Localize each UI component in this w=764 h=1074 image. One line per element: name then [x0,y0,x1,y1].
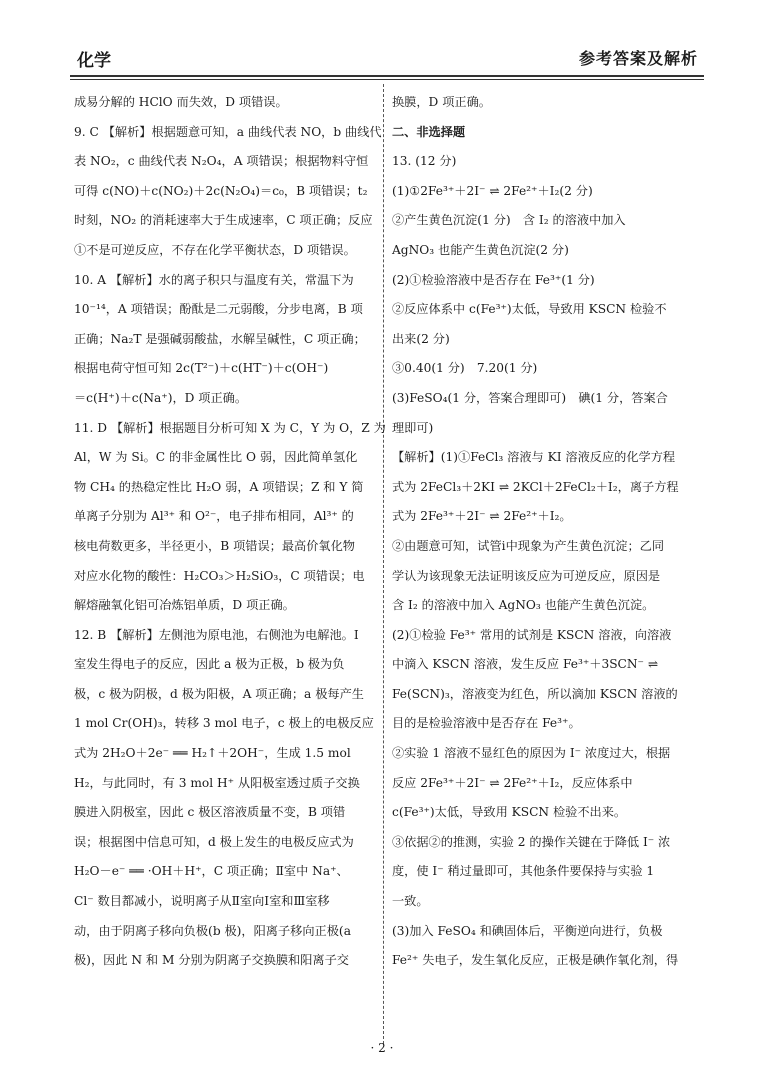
text-line: 时刻，NO₂ 的消耗速率大于生成速率，C 项正确；反应 [74,213,373,228]
text-line: 核电荷数更多，半径更小，B 项错误；最高价氧化物 [74,538,355,553]
text-line: ①不是可逆反应，不存在化学平衡状态，D 项错误。 [74,242,356,257]
text-line: ②产生黄色沉淀(1 分) 含 I₂ 的溶液中加入 [392,213,626,228]
text-line: 目的是检验溶液中是否存在 Fe³⁺。 [392,716,581,731]
text-line: Fe(SCN)₃，溶液变为红色，所以滴加 KSCN 溶液的 [392,686,678,701]
text-line: (3)加入 FeSO₄ 和碘固体后，平衡逆向进行，负极 [392,923,663,938]
subject-title: 化学 [77,51,111,71]
text-line: ③0.40(1 分) 7.20(1 分) [392,361,538,376]
column-divider [383,84,384,1044]
text-line: 11. D 【解析】根据题目分析可知 X 为 C，Y 为 O，Z 为 [74,420,386,435]
text-line: (2)①检验溶液中是否存在 Fe³⁺(1 分) [392,272,595,287]
text-line: 误；根据图中信息可知，d 极上发生的电极反应式为 [74,834,354,849]
text-line: 出来(2 分) [392,331,450,346]
text-line: 二、非选择题 [392,124,466,139]
left-column [74,88,386,976]
text-line: 换膜，D 项正确。 [392,95,491,109]
text-line: c(Fe³⁺)太低，导致用 KSCN 检验不出来。 [392,805,627,820]
page-number: · 2 · [370,1041,394,1055]
text-line: H₂，与此同时，有 3 mol H⁺ 从阳极室透过质子交换 [74,775,360,790]
text-line: 极，c 极为阴极，d 极为阳极，A 项正确；a 极每产生 [74,686,364,701]
text-line: 理即可) [392,420,434,435]
text-line: 一致。 [392,894,429,909]
text-line: H₂O－e⁻ ══ ·OH＋H⁺，C 项正确；Ⅱ室中 Na⁺、 [74,864,349,879]
text-line: ③依据②的推测，实验 2 的操作关键在于降低 I⁻ 浓 [392,834,671,849]
text-line: Cl⁻ 数目都减小，说明离子从Ⅱ室向Ⅰ室和Ⅲ室移 [74,894,330,909]
text-line: Fe²⁺ 失电子，发生氧化反应，正极是碘作氧化剂，得 [392,953,679,968]
right-column [392,88,704,976]
text-line: ②实验 1 溶液不显红色的原因为 I⁻ 浓度过大，根据 [392,746,671,761]
text-line: 正确；Na₂T 是强碱弱酸盐，水解呈碱性，C 项正确； [74,331,366,346]
text-line: 对应水化物的酸性：H₂CO₃＞H₂SiO₃，C 项错误；电 [74,568,365,583]
text-line: 【解析】(1)①FeCl₃ 溶液与 KI 溶液反应的化学方程 [392,450,676,465]
text-line: 膜进入阴极室，因此 c 极区溶液质量不变，B 项错 [74,805,346,820]
header-rule-thin [70,79,704,80]
text-line: 学认为该现象无法证明该反应为可逆反应，原因是 [392,568,661,583]
text-line: Al，W 为 Si。C 的非金属性比 O 弱，因此简单氢化 [74,450,358,465]
text-line: 动，由于阴离子移向负极(b 极)，阳离子移向正极(a [74,923,351,938]
text-line: (3)FeSO₄(1 分，答案合理即可) 碘(1 分，答案合 [392,390,668,405]
text-line: 12. B 【解析】左侧池为原电池，右侧池为电解池。Ⅰ [74,627,359,642]
text-line: 含 I₂ 的溶液中加入 AgNO₃ 也能产生黄色沉淀。 [392,598,655,613]
text-line: 度，使 I⁻ 稍过量即可，其他条件要保持与实验 1 [392,864,655,879]
text-line: 根据电荷守恒可知 2c(T²⁻)＋c(HT⁻)＋c(OH⁻) [74,361,329,376]
text-line: ＝c(H⁺)＋c(Na⁺)，D 项正确。 [74,390,248,405]
text-line: 解熔融氧化铝可冶炼铝单质，D 项正确。 [74,598,295,613]
text-line: 室发生得电子的反应，因此 a 极为正极，b 极为负 [74,657,345,672]
text-line: 式为 2Fe³⁺＋2I⁻ ⇌ 2Fe²⁺＋I₂。 [392,509,572,524]
text-line: 13. (12 分) [392,154,457,169]
text-line: 10. A 【解析】水的离子积只与温度有关，常温下为 [74,272,354,287]
text-line: 式为 2FeCl₃＋2KI ⇌ 2KCl＋2FeCl₂＋I₂，离子方程 [392,479,679,494]
text-line: 式为 2H₂O＋2e⁻ ══ H₂↑＋2OH⁻，生成 1.5 mol [74,746,351,761]
text-line: ②由题意可知，试管ⅰ中现象为产生黄色沉淀；乙同 [392,538,665,553]
text-line: 物 CH₄ 的热稳定性比 H₂O 弱，A 项错误；Z 和 Y 简 [74,479,364,494]
text-line: 9. C 【解析】根据题意可知，a 曲线代表 NO，b 曲线代 [74,124,382,139]
text-line: 反应 2Fe³⁺＋2I⁻ ⇌ 2Fe²⁺＋I₂，反应体系中 [392,775,633,790]
section-title: 参考答案及解析 [578,49,698,68]
text-line: (1)①2Fe³⁺＋2I⁻ ⇌ 2Fe²⁺＋I₂(2 分) [392,183,593,198]
text-line: 1 mol Cr(OH)₃，转移 3 mol 电子，c 极上的电极反应 [74,716,374,731]
text-line: 中滴入 KSCN 溶液，发生反应 Fe³⁺＋3SCN⁻ ⇌ [392,657,659,672]
text-line: AgNO₃ 也能产生黄色沉淀(2 分) [392,242,569,257]
text-line: 极)，因此 N 和 M 分别为阴离子交换膜和阳离子交 [74,953,349,968]
text-line: ②反应体系中 c(Fe³⁺)太低，导致用 KSCN 检验不 [392,302,667,317]
text-line: 单离子分别为 Al³⁺ 和 O²⁻，电子排布相同，Al³⁺ 的 [74,509,354,524]
text-line: 可得 c(NO)＋c(NO₂)＋2c(N₂O₄)＝c₀，B 项错误；t₂ [74,183,368,198]
text-line: 表 NO₂，c 曲线代表 N₂O₄，A 项错误；根据物料守恒 [74,154,369,169]
header-rule-thick [70,75,704,77]
text-line: 成易分解的 HClO 而失效，D 项错误。 [74,95,288,109]
text-line: 10⁻¹⁴，A 项错误；酚酞是二元弱酸，分步电离，B 项 [74,302,363,317]
text-line: (2)①检验 Fe³⁺ 常用的试剂是 KSCN 溶液，向溶液 [392,627,672,642]
